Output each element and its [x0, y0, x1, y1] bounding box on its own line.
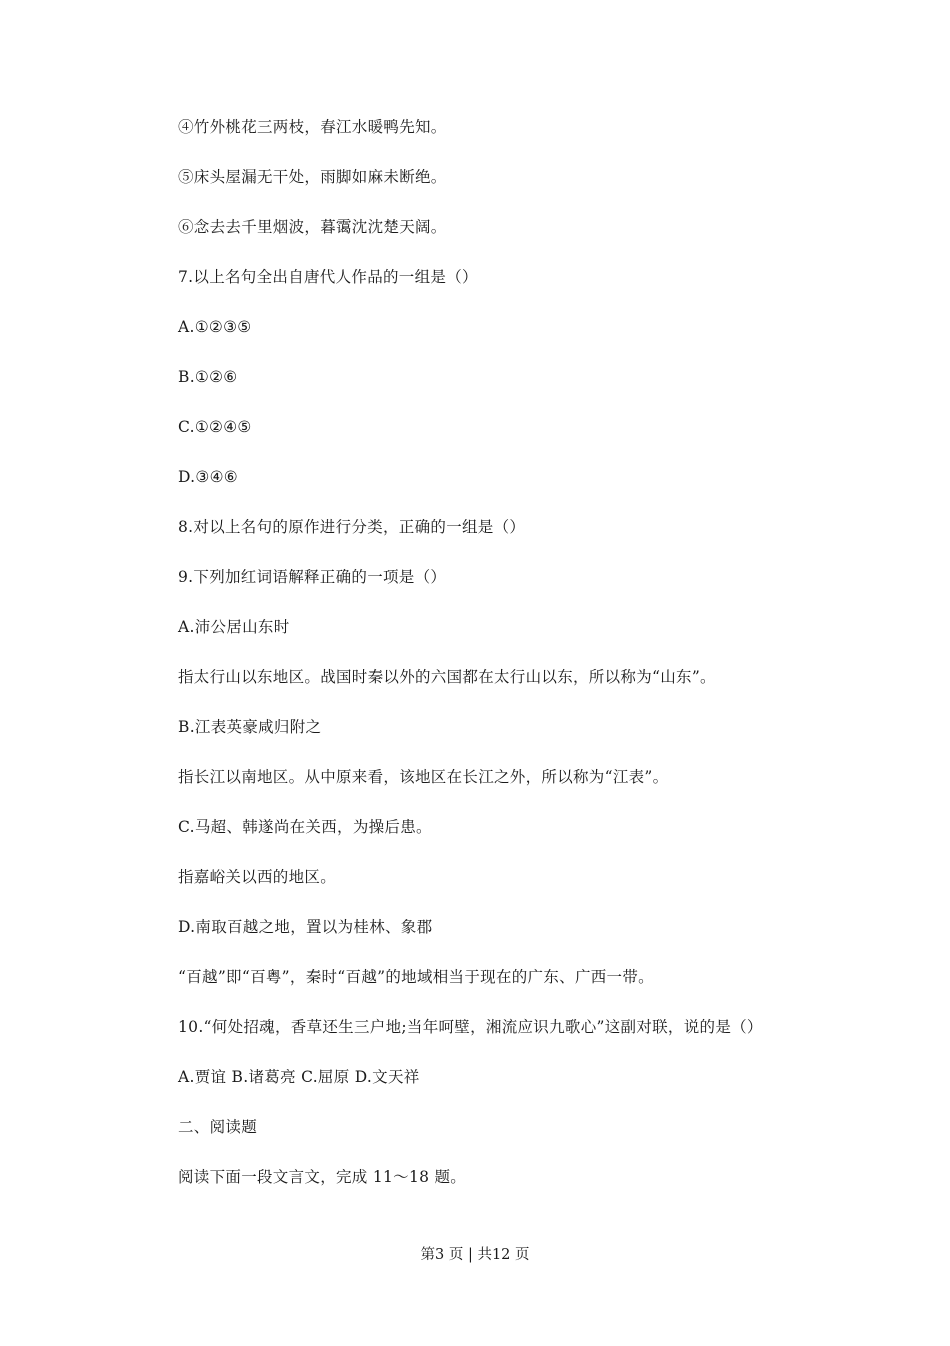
question-9-option-c: C.马超、韩遂尚在关西，为操后患。: [178, 818, 432, 836]
question-7: 7.以上名句全出自唐代人作品的一组是（）: [178, 268, 478, 286]
question-9-option-a-explanation: 指太行山以东地区。战国时秦以外的六国都在太行山以东，所以称为“山东”。: [178, 668, 716, 686]
poem-line-6: ⑥念去去千里烟波，暮霭沈沈楚天阔。: [178, 218, 447, 236]
question-10-options: A.贾谊 B.诸葛亮 C.屈原 D.文天祥: [178, 1068, 420, 1086]
question-9-option-a: A.沛公居山东时: [178, 618, 290, 636]
section-heading-reading: 二、阅读题: [178, 1118, 258, 1136]
question-9-option-c-explanation: 指嘉峪关以西的地区。: [178, 868, 337, 886]
question-9-option-d-explanation: “百越”即“百粤”，秦时“百越”的地域相当于现在的广东、广西一带。: [178, 968, 654, 986]
question-7-option-b: B.①②⑥: [178, 368, 238, 386]
page-footer: 第3 页 | 共12 页: [420, 1247, 530, 1263]
question-7-option-c: C.①②④⑤: [178, 418, 252, 436]
question-10: 10.“何处招魂，香草还生三户地;当年呵壁，湘流应识九歌心”这副对联，说的是（）: [178, 1018, 763, 1036]
question-9-option-d: D.南取百越之地，置以为桂林、象郡: [178, 918, 433, 936]
question-9: 9.下列加红词语解释正确的一项是（）: [178, 568, 447, 586]
question-9-option-b-explanation: 指长江以南地区。从中原来看，该地区在长江之外，所以称为“江表”。: [178, 768, 669, 786]
question-9-option-b: B.江表英豪咸归附之: [178, 718, 322, 736]
reading-instruction: 阅读下面一段文言文，完成 11～18 题。: [178, 1168, 467, 1186]
document-body: [178, 114, 878, 1214]
question-8: 8.对以上名句的原作进行分类，正确的一组是（）: [178, 518, 526, 536]
poem-line-5: ⑤床头屋漏无干处，雨脚如麻未断绝。: [178, 168, 447, 186]
question-7-option-a: A.①②③⑤: [178, 318, 252, 336]
question-7-option-d: D.③④⑥: [178, 468, 238, 486]
poem-line-4: ④竹外桃花三两枝，春江水暖鸭先知。: [178, 118, 447, 136]
